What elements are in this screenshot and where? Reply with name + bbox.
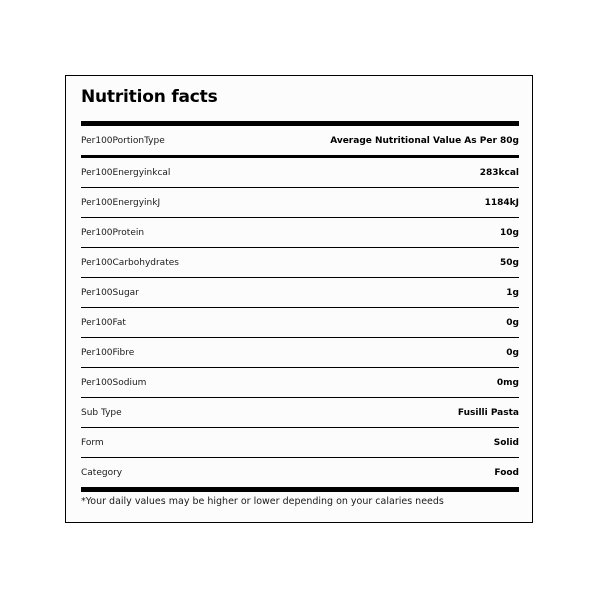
nutrition-row-form — [81, 428, 519, 458]
row-label: Per100Protein — [81, 227, 145, 238]
row-value: 1g — [506, 287, 519, 298]
nutrition-row-portion-type — [81, 126, 519, 158]
row-value: 0mg — [496, 377, 519, 388]
row-label: Category — [81, 467, 123, 478]
nutrition-row-sodium — [81, 368, 519, 398]
row-label: Per100Fibre — [81, 347, 135, 358]
row-value: 50g — [500, 257, 519, 268]
row-value: Average Nutritional Value As Per 80g — [330, 135, 519, 146]
row-value: 10g — [500, 227, 519, 238]
nutrition-row-sub-type — [81, 398, 519, 428]
row-value: 0g — [506, 317, 519, 328]
row-value: 283kcal — [479, 167, 519, 178]
nutrition-row-energy-kj — [81, 188, 519, 218]
nutrition-row-fibre — [81, 338, 519, 368]
nutrition-row-category — [81, 458, 519, 487]
nutrition-row-energy-kcal — [81, 158, 519, 188]
nutrition-row-protein — [81, 218, 519, 248]
nutrition-row-sugar — [81, 278, 519, 308]
row-label: Sub Type — [81, 407, 122, 418]
row-value: Food — [494, 467, 519, 478]
bottom-divider-bar — [81, 487, 519, 492]
row-label: Per100Fat — [81, 317, 126, 328]
row-label: Per100Sugar — [81, 287, 139, 298]
nutrition-row-fat — [81, 308, 519, 338]
row-value: 0g — [506, 347, 519, 358]
panel-title: Nutrition facts — [81, 87, 218, 107]
nutrition-row-carbohydrates — [81, 248, 519, 278]
row-label: Per100Sodium — [81, 377, 147, 388]
row-label: Per100EnergyinkJ — [81, 197, 161, 208]
row-value: 1184kJ — [484, 197, 519, 208]
nutrition-facts-panel — [65, 75, 533, 523]
row-label: Form — [81, 437, 104, 448]
row-value: Solid — [493, 437, 519, 448]
row-label: Per100PortionType — [81, 135, 165, 146]
row-value: Fusilli Pasta — [457, 407, 519, 418]
nutrition-table — [81, 121, 519, 492]
daily-values-footnote: *Your daily values may be higher or lower depending on your calaries needs — [81, 496, 444, 507]
row-label: Per100Carbohydrates — [81, 257, 179, 268]
row-label: Per100Energyinkcal — [81, 167, 171, 178]
